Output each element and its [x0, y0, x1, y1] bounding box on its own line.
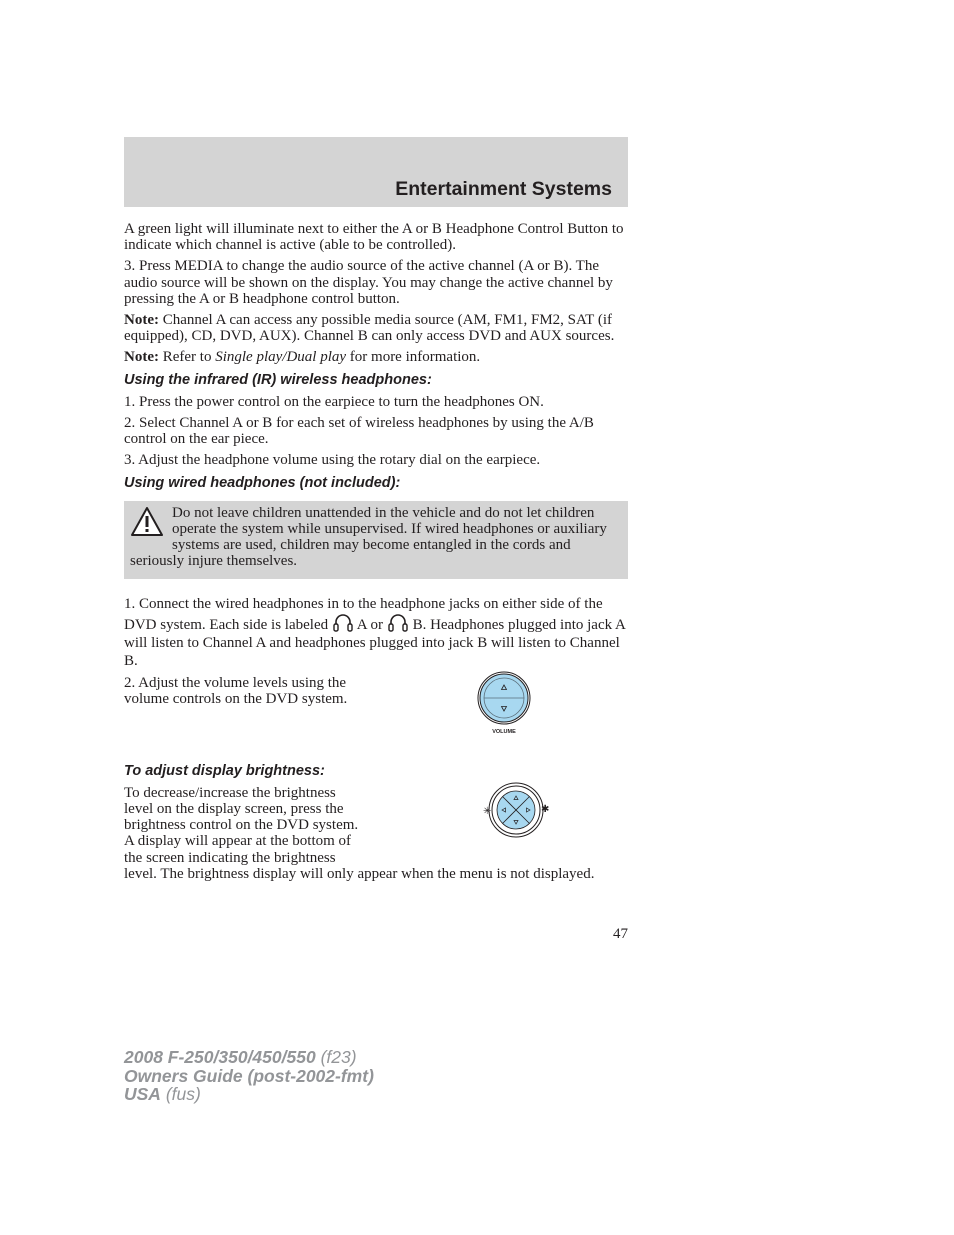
note-label: Note:: [124, 349, 159, 366]
document-footer: [124, 1048, 374, 1104]
note-reference: Single play/Dual play: [215, 349, 347, 366]
volume-label: VOLUME: [492, 728, 516, 735]
wired-step-2: 2. Adjust the volume levels using the volume controls on the DVD system.: [124, 674, 348, 707]
section-header-band: [124, 137, 628, 207]
brightness-instructions: To decrease/increase the brightness level on the display screen, press the brightness control on the DVD system. A display will appear at the bottom of the screen indicating the brightness level. The brightness display will only appear when the menu is not displayed.: [124, 785, 628, 882]
warning-text: Do not leave children unattended in the vehicle and do not let children operate the system while unsupervised. If wired headphones or auxiliary systems are used, children may become entangled in the cords and seriously injure themselves.: [130, 504, 607, 570]
svg-text:✳: ✳: [483, 805, 492, 817]
brightness-control-icon: [480, 781, 552, 839]
headphone-icon: [387, 613, 409, 633]
ir-step-3: 3. Adjust the headphone volume using the rotary dial on the earpiece.: [124, 452, 541, 469]
paragraph-step-3-media: 3. Press MEDIA to change the audio source of the active channel (A or B). The audio source will be shown on the display. You may change the active channel by pressing the A or B headphone control button.: [124, 258, 613, 307]
footer-line-3: USA (fus): [124, 1084, 201, 1104]
headphone-icon: [332, 613, 354, 633]
footer-line-2: Owners Guide (post-2002-fmt): [124, 1065, 374, 1086]
subheading-ir-headphones: Using the infrared (IR) wireless headphones:: [124, 371, 432, 388]
warning-triangle-icon: [130, 505, 164, 539]
volume-control-icon: [476, 671, 532, 735]
page-number: 47: [613, 926, 628, 942]
subheading-wired-headphones: Using wired headphones (not included):: [124, 474, 401, 491]
subheading-display-brightness: To adjust display brightness:: [124, 762, 325, 779]
note-channels: [124, 312, 628, 344]
note-label: Note:: [124, 312, 159, 329]
page-content: [124, 221, 628, 887]
note-text: Channel A can access any possible media source (AM, FM1, FM2, SAT (if equipped), CD, DVD, AUX). Channel B can only access DVD and AUX sources.: [124, 312, 615, 345]
volume-row: [124, 675, 628, 757]
section-title: Entertainment Systems: [395, 178, 612, 200]
svg-text:✱: ✱: [541, 803, 550, 815]
brightness-row: [124, 785, 628, 882]
footer-line-1: 2008 F-250/350/450/550 (f23): [124, 1047, 357, 1067]
note-refer: Note: Refer to Single play/Dual play for more information.: [124, 349, 481, 366]
ir-step-2: 2. Select Channel A or B for each set of wireless headphones by using the A/B control on the ear piece.: [124, 415, 594, 448]
ir-step-1: 1. Press the power control on the earpiece to turn the headphones ON.: [124, 393, 544, 410]
paragraph-green-light: A green light will illuminate next to either the A or B Headphone Control Button to indicate which channel is active (able to be controlled).: [124, 221, 624, 254]
warning-box: [124, 501, 628, 579]
wired-step-1: 1. Connect the wired headphones in to the headphone jacks on either side of the DVD system. Each side is labeled A or B. Headphones plugged into jack A will listen to Channel A and headphones plugged into jack B will listen to Channel B.: [124, 595, 626, 669]
